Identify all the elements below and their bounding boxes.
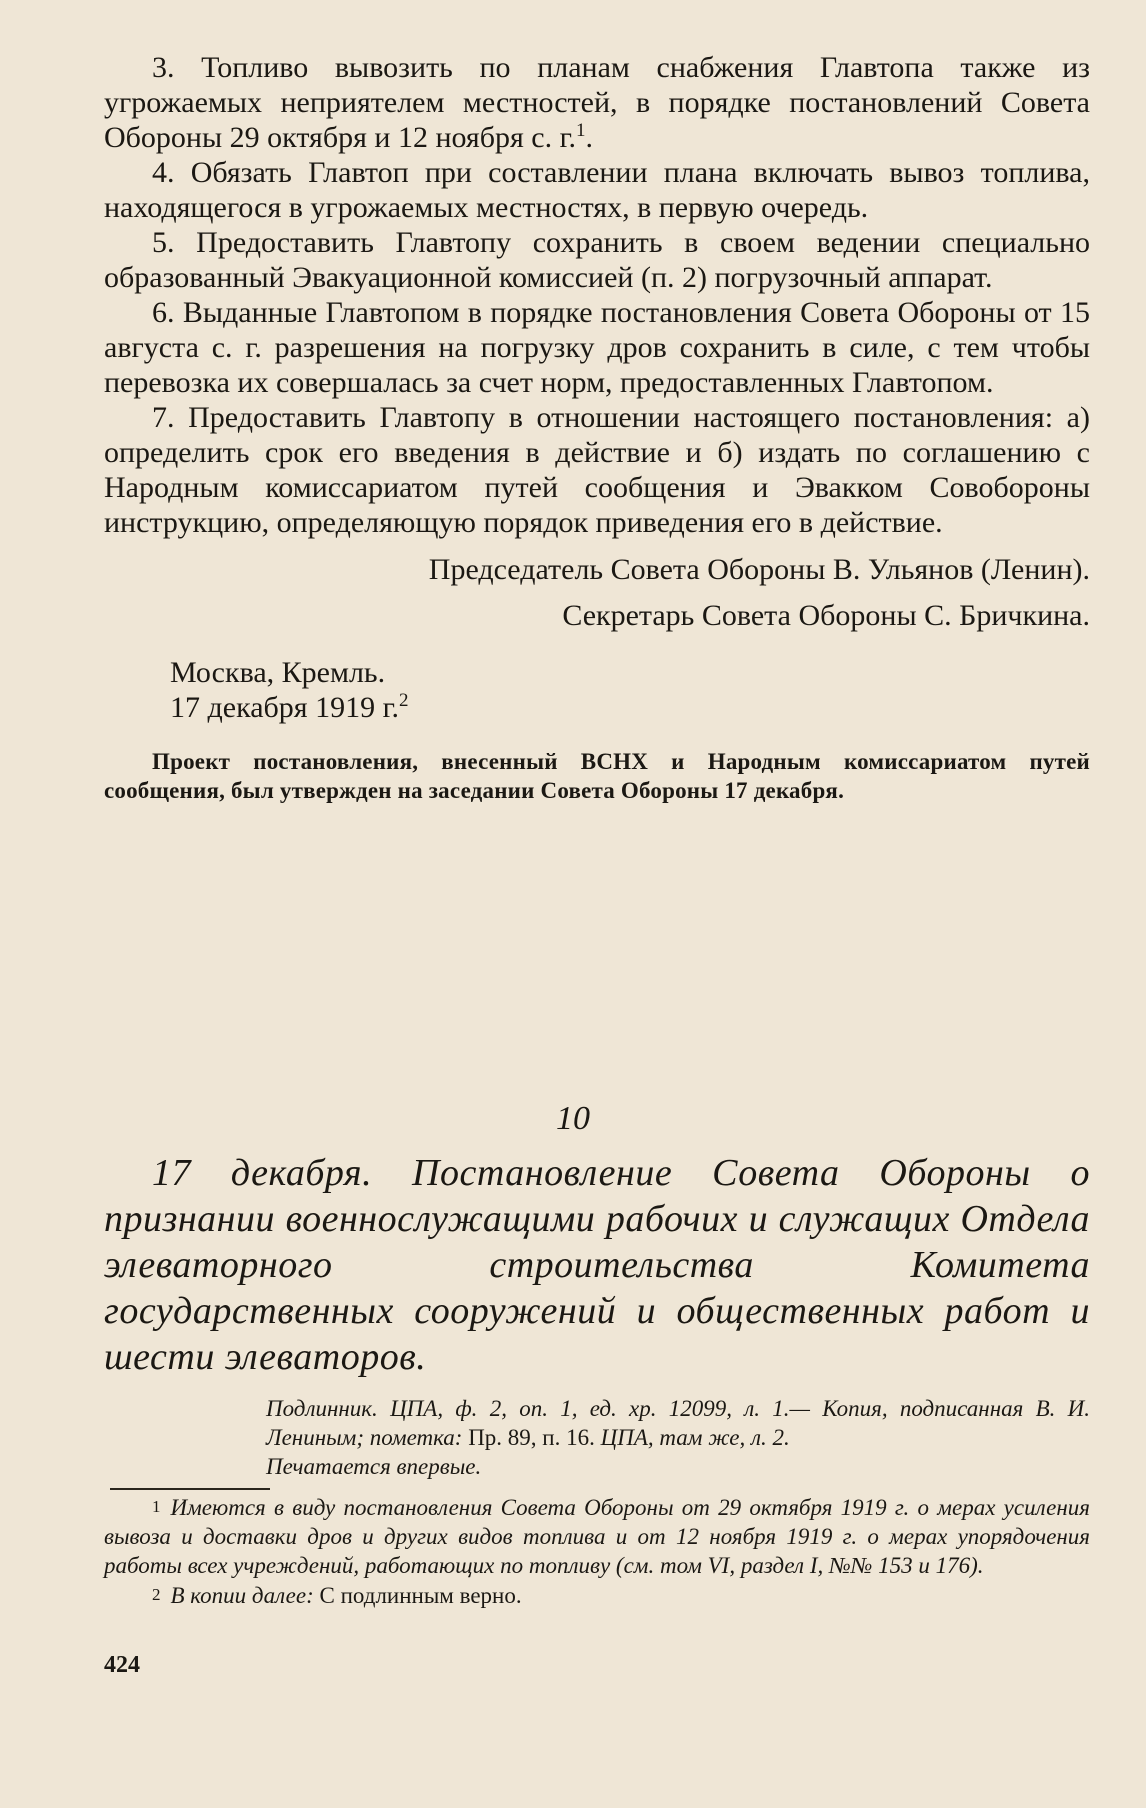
chairman-signature: Председатель Совета Обороны В. Ульянов (Ленин). xyxy=(428,553,1090,586)
main-text xyxy=(104,50,1090,805)
paragraph-6: 6. Выданные Главтопом в порядке постановления Совета Обороны от 15 августа с. г. разрешения на погрузку дров сохранить в силе, с тем чтобы перевозка их совершалась за счет норм, предоставленных Главтопом. xyxy=(104,296,1090,399)
paragraph-7: 7. Предоставить Главтопу в отношении настоящего постановления: а) определить срок его введения в действие и б) издать по соглашению с Народным комиссариатом путей сообщения и Эвакком Совобороны инструкцию, определяющую порядок приведения его в действие. xyxy=(104,401,1090,539)
source-note: Подлинник. ЦПА, ф. 2, оп. 1, ед. хр. 12099, л. 1.— Копия, подписанная В. И. Лениным; пометка: Пр. 89, п. 16. ЦПА, там же, л. 2. Печатается впервые. xyxy=(266,1396,1090,1479)
paragraph-5: 5. Предоставить Главтопу сохранить в своем ведении специально образованный Эвакуационной комиссией (п. 2) погрузочный аппарат. xyxy=(104,226,1090,294)
footnotes xyxy=(104,1492,1090,1610)
footnote-2: 2 В копии далее: С подлинным верно. xyxy=(152,1583,522,1608)
paragraph-4: 4. Обязать Главтоп при составлении плана включать вывоз топлива, находящегося в угрожаемых местностях, в первую очередь. xyxy=(104,156,1090,224)
date-line: 17 декабря 1919 г.$^2$ xyxy=(170,690,409,724)
footnote-ref-2: 2 xyxy=(399,690,409,711)
document-number: 10 xyxy=(556,1100,590,1137)
editorial-note: Проект постановления, внесенный ВСНХ и Народным комиссариатом путей сообщения, был утвержден на заседании Совета Обороны 17 декабря. xyxy=(104,749,1090,803)
footnote-rule xyxy=(110,1488,270,1490)
printed-first: Печатается впервые. xyxy=(266,1454,482,1479)
paragraph-3: 3. Топливо вывозить по планам снабжения Главтопа также из угрожаемых неприятелем местностей, в порядке постановлений Совета Обороны 29 октября и 12 ноября с. г.$^1$. xyxy=(104,51,1090,154)
footnote-ref-1: 1 xyxy=(576,120,586,141)
place-line: Москва, Кремль. xyxy=(170,656,386,689)
document-heading: 17 декабря. Постановление Совета Обороны о признании военнослужащими рабочих и служащих Отдела элеваторного строительства Комитета государственных сооружений и общественных работ и шести элеваторов. xyxy=(104,1152,1090,1378)
document-header xyxy=(104,1150,1090,1481)
footnote-1: 1 Имеются в виду постановления Совета Обороны от 29 октября 1919 г. о мерах усиления вывоза и доставки дров и других видов топлива и от 12 ноября 1919 г. о мерах упорядочения работы всех учреждений, работающих по топливу (см. том VI, раздел I, №№ 153 и 176). xyxy=(104,1495,1090,1578)
secretary-signature: Секретарь Совета Обороны С. Бричкина. xyxy=(562,599,1090,632)
page-number: 424 xyxy=(104,1652,140,1678)
